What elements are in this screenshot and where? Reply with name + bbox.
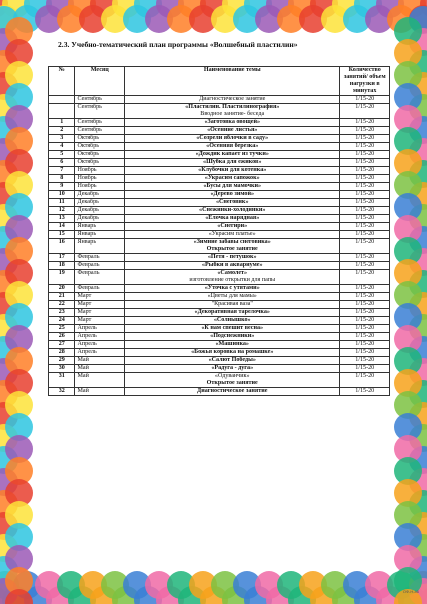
table-row bbox=[49, 309, 390, 317]
row-number: 7 bbox=[49, 167, 75, 175]
header-theme: Наименование темы bbox=[125, 67, 340, 96]
row-theme bbox=[125, 223, 340, 231]
table-row bbox=[49, 119, 390, 127]
row-theme bbox=[125, 309, 340, 317]
theme-title: «Рыбки в аквариуме» bbox=[201, 262, 263, 268]
table-row bbox=[49, 373, 390, 388]
row-load: 1/15-20 bbox=[340, 254, 390, 262]
row-load: 1/15-20 bbox=[340, 104, 390, 119]
table-row bbox=[49, 127, 390, 135]
row-load: 1/15-20 bbox=[340, 293, 390, 301]
row-theme bbox=[125, 231, 340, 239]
theme-title: «Елочка нарядная» bbox=[205, 215, 260, 221]
row-month: Декабрь bbox=[75, 215, 125, 223]
theme-subtitle: «Цветы для мамы» bbox=[207, 293, 257, 299]
row-number: 26 bbox=[49, 333, 75, 341]
row-theme bbox=[125, 317, 340, 325]
header-month: Месяц bbox=[75, 67, 125, 96]
table-row bbox=[49, 96, 390, 104]
table-row bbox=[49, 199, 390, 207]
watermark: ОФ-Н-46 bbox=[402, 589, 419, 594]
row-load: 1/15-20 bbox=[340, 301, 390, 309]
row-month: Октябрь bbox=[75, 143, 125, 151]
row-load: 1/15-20 bbox=[340, 365, 390, 373]
table-row bbox=[49, 349, 390, 357]
row-number: 9 bbox=[49, 183, 75, 191]
row-load: 1/15-20 bbox=[340, 357, 390, 365]
row-theme bbox=[125, 207, 340, 215]
row-load: 1/15-20 bbox=[340, 325, 390, 333]
row-load: 1/15-20 bbox=[340, 223, 390, 231]
theme-title: «Радуга - дуга» bbox=[211, 365, 254, 371]
row-theme bbox=[125, 199, 340, 207]
row-number: 15 bbox=[49, 231, 75, 239]
theme-title: «Солнышко» bbox=[213, 317, 251, 323]
table-row bbox=[49, 285, 390, 293]
plan-table bbox=[48, 66, 390, 396]
row-theme bbox=[125, 341, 340, 349]
row-theme bbox=[125, 167, 340, 175]
row-theme bbox=[125, 270, 340, 285]
row-number bbox=[49, 96, 75, 104]
theme-title: «Пластилин. Пластилинография» bbox=[185, 104, 280, 110]
table-row bbox=[49, 167, 390, 175]
theme-title: «Снежинки-холодинки» bbox=[199, 207, 266, 213]
row-month: Октябрь bbox=[75, 135, 125, 143]
row-month: Февраль bbox=[75, 285, 125, 293]
theme-title: «Уточка с утятами» bbox=[204, 285, 260, 291]
table-row bbox=[49, 254, 390, 262]
row-load: 1/15-20 bbox=[340, 183, 390, 191]
table-row bbox=[49, 239, 390, 254]
row-load: 1/15-20 bbox=[340, 119, 390, 127]
table-row bbox=[49, 223, 390, 231]
row-load: 1/15-20 bbox=[340, 143, 390, 151]
row-theme bbox=[125, 333, 340, 341]
table-row bbox=[49, 341, 390, 349]
row-number: 20 bbox=[49, 285, 75, 293]
theme-title: «Снегири» bbox=[217, 223, 248, 229]
row-month: Сентябрь bbox=[75, 127, 125, 135]
row-theme bbox=[125, 135, 340, 143]
theme-subtitle: изготовление открытки для папы bbox=[189, 277, 276, 283]
row-number: 17 bbox=[49, 254, 75, 262]
table-header-row bbox=[49, 67, 390, 96]
row-month: Май bbox=[75, 373, 125, 388]
row-month: Февраль bbox=[75, 254, 125, 262]
table-row bbox=[49, 135, 390, 143]
row-load: 1/15-20 bbox=[340, 341, 390, 349]
row-theme bbox=[125, 388, 340, 396]
row-theme bbox=[125, 365, 340, 373]
table-row bbox=[49, 388, 390, 396]
theme-subtitle: «Украсим платье» bbox=[208, 231, 256, 237]
row-month: Апрель bbox=[75, 333, 125, 341]
row-month: Март bbox=[75, 317, 125, 325]
row-month: Май bbox=[75, 357, 125, 365]
theme-title: «Снеговик» bbox=[215, 199, 249, 205]
row-number: 2 bbox=[49, 127, 75, 135]
theme-title: Диагностическое занятие bbox=[197, 388, 268, 394]
row-month: Январь bbox=[75, 231, 125, 239]
table-row bbox=[49, 175, 390, 183]
row-month: Май bbox=[75, 365, 125, 373]
row-number: 14 bbox=[49, 223, 75, 231]
table-row bbox=[49, 293, 390, 301]
row-load: 1/15-20 bbox=[340, 96, 390, 104]
theme-title: «Клубочки для котенка» bbox=[198, 167, 267, 173]
row-number: 28 bbox=[49, 349, 75, 357]
row-month: Январь bbox=[75, 239, 125, 254]
row-theme bbox=[125, 215, 340, 223]
row-load: 1/15-20 bbox=[340, 317, 390, 325]
table-row bbox=[49, 365, 390, 373]
row-theme bbox=[125, 183, 340, 191]
row-theme bbox=[125, 373, 340, 388]
row-month: Ноябрь bbox=[75, 175, 125, 183]
table-row bbox=[49, 151, 390, 159]
theme-subtitle: Вводное занятие- беседа bbox=[200, 111, 265, 117]
theme-title: «Осенние листья» bbox=[207, 127, 258, 133]
row-number: 4 bbox=[49, 143, 75, 151]
row-number: 30 bbox=[49, 365, 75, 373]
table-row bbox=[49, 143, 390, 151]
row-month: Декабрь bbox=[75, 191, 125, 199]
theme-title: «Зимние забавы снеговика» bbox=[193, 239, 271, 245]
theme-title: «Украсим сапожок» bbox=[204, 175, 260, 181]
row-month: Сентябрь bbox=[75, 96, 125, 104]
row-number: 27 bbox=[49, 341, 75, 349]
theme-title: «Шубка для ежиков» bbox=[203, 159, 262, 165]
row-theme bbox=[125, 175, 340, 183]
row-month: Март bbox=[75, 309, 125, 317]
row-theme bbox=[125, 349, 340, 357]
row-theme bbox=[125, 104, 340, 119]
row-number bbox=[49, 104, 75, 119]
theme-subtitle: "Красивая ваза" bbox=[211, 301, 253, 307]
table-row bbox=[49, 191, 390, 199]
row-load: 1/15-20 bbox=[340, 262, 390, 270]
row-number: 21 bbox=[49, 293, 75, 301]
row-theme bbox=[125, 96, 340, 104]
row-month: Март bbox=[75, 301, 125, 309]
theme-title: «Заготовка овощей» bbox=[204, 119, 261, 125]
theme-title: «Дождик капает из тучки» bbox=[195, 151, 269, 157]
row-theme bbox=[125, 293, 340, 301]
row-number: 29 bbox=[49, 357, 75, 365]
row-theme bbox=[125, 254, 340, 262]
table-row bbox=[49, 231, 390, 239]
row-month: Май bbox=[75, 388, 125, 396]
row-load: 1/15-20 bbox=[340, 231, 390, 239]
table-row bbox=[49, 207, 390, 215]
row-month: Ноябрь bbox=[75, 167, 125, 175]
theme-title: «Самолет» bbox=[217, 270, 248, 276]
row-number: 22 bbox=[49, 301, 75, 309]
theme-title: «Декоративная тарелочка» bbox=[194, 309, 270, 315]
table-row bbox=[49, 104, 390, 119]
row-load: 1/15-20 bbox=[340, 127, 390, 135]
row-number: 1 bbox=[49, 119, 75, 127]
row-month: Сентябрь bbox=[75, 119, 125, 127]
theme-title: «Осенняя березка» bbox=[206, 143, 259, 149]
row-number: 18 bbox=[49, 262, 75, 270]
row-theme bbox=[125, 285, 340, 293]
row-theme bbox=[125, 191, 340, 199]
row-load: 1/15-20 bbox=[340, 175, 390, 183]
document-title: 2.3. Учебно-тематический план программы «Волшебный пластилин» bbox=[58, 40, 298, 49]
table-row bbox=[49, 325, 390, 333]
row-load: 1/15-20 bbox=[340, 285, 390, 293]
row-month: Декабрь bbox=[75, 199, 125, 207]
row-month: Сентябрь bbox=[75, 104, 125, 119]
row-month: Ноябрь bbox=[75, 183, 125, 191]
table-row bbox=[49, 159, 390, 167]
row-number: 25 bbox=[49, 325, 75, 333]
theme-title: «Подснежники» bbox=[210, 333, 255, 339]
theme-title: «Божья коровка на ромашке» bbox=[191, 349, 274, 355]
row-load: 1/15-20 bbox=[340, 199, 390, 207]
theme-note: Открытое занятие bbox=[206, 380, 258, 386]
table-body bbox=[49, 96, 390, 396]
row-theme bbox=[125, 325, 340, 333]
row-theme bbox=[125, 262, 340, 270]
row-theme bbox=[125, 151, 340, 159]
theme-title: «Бусы для мамочки» bbox=[203, 183, 262, 189]
row-theme bbox=[125, 301, 340, 309]
row-load: 1/15-20 bbox=[340, 373, 390, 388]
table-row bbox=[49, 262, 390, 270]
row-number: 32 bbox=[49, 388, 75, 396]
row-load: 1/15-20 bbox=[340, 309, 390, 317]
table-row bbox=[49, 301, 390, 309]
table-row bbox=[49, 183, 390, 191]
row-number: 31 bbox=[49, 373, 75, 388]
row-load: 1/15-20 bbox=[340, 151, 390, 159]
theme-title: «Дерево зимой» bbox=[210, 191, 255, 197]
row-month: Февраль bbox=[75, 270, 125, 285]
row-load: 1/15-20 bbox=[340, 207, 390, 215]
row-number: 11 bbox=[49, 199, 75, 207]
row-load: 1/15-20 bbox=[340, 270, 390, 285]
row-load: 1/15-20 bbox=[340, 167, 390, 175]
theme-title: «Созрели яблочки в саду» bbox=[196, 135, 269, 141]
theme-title: «Салют Победы» bbox=[208, 357, 256, 363]
row-number: 24 bbox=[49, 317, 75, 325]
row-month: Декабрь bbox=[75, 207, 125, 215]
theme-subtitle: Диагностическое занятие bbox=[199, 96, 266, 102]
row-load: 1/15-20 bbox=[340, 135, 390, 143]
theme-note: Открытое занятие bbox=[206, 246, 258, 252]
table-row bbox=[49, 317, 390, 325]
row-number: 6 bbox=[49, 159, 75, 167]
row-load: 1/15-20 bbox=[340, 215, 390, 223]
row-number: 16 bbox=[49, 239, 75, 254]
row-month: Апрель bbox=[75, 341, 125, 349]
row-theme bbox=[125, 239, 340, 254]
row-load: 1/15-20 bbox=[340, 239, 390, 254]
row-theme bbox=[125, 159, 340, 167]
row-month: Март bbox=[75, 293, 125, 301]
row-theme bbox=[125, 127, 340, 135]
table-row bbox=[49, 215, 390, 223]
row-number: 3 bbox=[49, 135, 75, 143]
row-number: 5 bbox=[49, 151, 75, 159]
row-month: Октябрь bbox=[75, 151, 125, 159]
row-theme bbox=[125, 143, 340, 151]
row-number: 13 bbox=[49, 215, 75, 223]
table-row bbox=[49, 357, 390, 365]
row-number: 19 bbox=[49, 270, 75, 285]
theme-subtitle: «Одуванчик» bbox=[214, 373, 250, 379]
row-number: 23 bbox=[49, 309, 75, 317]
row-number: 12 bbox=[49, 207, 75, 215]
table-row bbox=[49, 333, 390, 341]
theme-title: «Петя - петушок» bbox=[207, 254, 257, 260]
row-load: 1/15-20 bbox=[340, 388, 390, 396]
row-month: Февраль bbox=[75, 262, 125, 270]
row-theme bbox=[125, 119, 340, 127]
row-month: Апрель bbox=[75, 325, 125, 333]
header-load: Количество занятий/ объем нагрузки в минутах bbox=[340, 67, 390, 96]
row-number: 8 bbox=[49, 175, 75, 183]
theme-title: «К нам спешит весна» bbox=[201, 325, 264, 331]
row-month: Апрель bbox=[75, 349, 125, 357]
header-num: № bbox=[49, 67, 75, 96]
row-number: 10 bbox=[49, 191, 75, 199]
row-month: Январь bbox=[75, 223, 125, 231]
row-theme bbox=[125, 357, 340, 365]
theme-title: «Машинка» bbox=[215, 341, 249, 347]
row-load: 1/15-20 bbox=[340, 191, 390, 199]
row-load: 1/15-20 bbox=[340, 333, 390, 341]
row-load: 1/15-20 bbox=[340, 159, 390, 167]
table-row bbox=[49, 270, 390, 285]
row-month: Октябрь bbox=[75, 159, 125, 167]
row-load: 1/15-20 bbox=[340, 349, 390, 357]
